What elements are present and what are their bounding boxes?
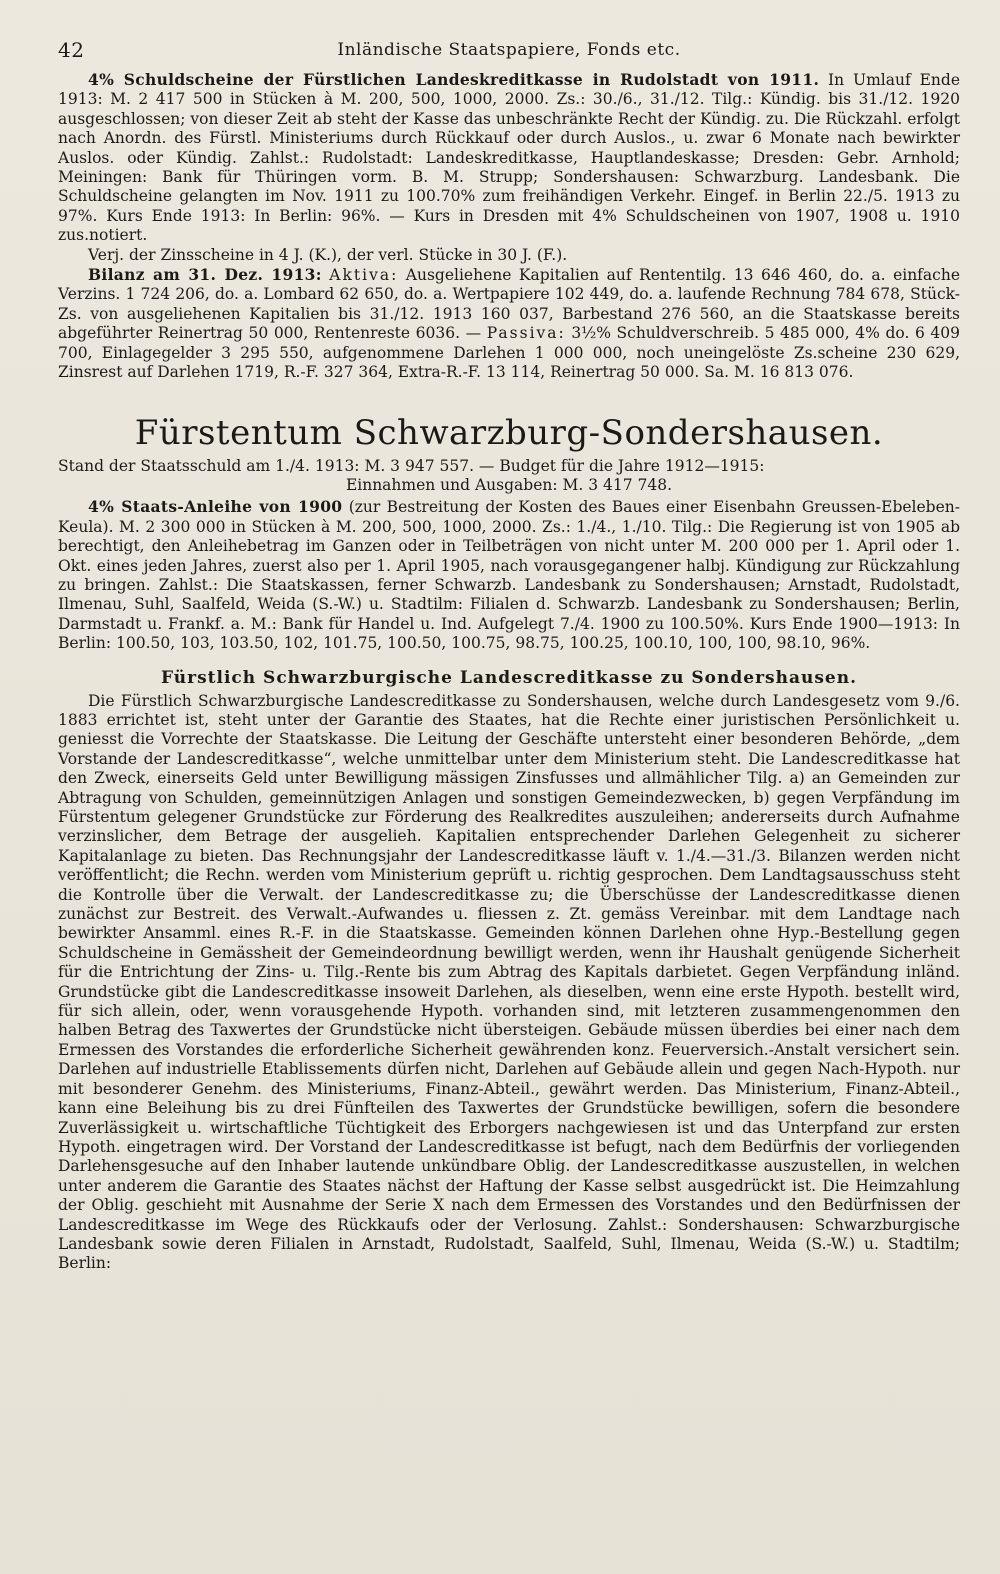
rudolstadt-section [58,70,960,383]
rudolstadt-heading: 4% Schuldscheine der Fürstlichen Landeskreditkasse in Rudolstadt von 1911. [88,70,820,89]
aktiva-label: Aktiva: [329,266,399,285]
anleihe-heading: 4% Staats-Anleihe von 1900 [88,497,343,517]
state-heading: Fürstentum Schwarzburg-Sondershausen. [134,412,884,453]
rudolstadt-body: In Umlauf Ende 1913: M. 2 417 500 in Stücken à M. 200, 500, 1000, 2000. Zs.: 30./6., 31./12. Tilg.: Kündig. bis 31./12. 1920 ausgeschlossen; von dieser Zeit ab steht der Kasse das unbeschränkte Recht der Kündig. zu. Die Rückzahl. erfolgt nach Anordn. des Fürstl. Ministeriums durch Rückkauf oder durch Auslos., u. zwar 6 Monate nach bewirkter Auslos. oder Kündig. Zahlst.: Rudolstadt: Landeskreditkasse, Hauptlandeskasse; Dresden: Gebr. Arnhold; Meiningen: Bank für Thüringen vorm. B. M. Strupp; Sondershausen: Schwarzburg. Landesbank. Die Schuldscheine gelangten im Nov. 1911 zu 100.70% zum freihändigen Verkehr. Eingef. in Berlin 22./5. 1913 zu 97%. Kurs Ende 1913: In Berlin: 96%. — Kurs in Dresden mit 4% Schuldscheinen von 1907, 1908 u. 1910 zus.notiert. [58,71,961,245]
einnahmen-line: Einnahmen und Ausgaben: M. 3 417 748. [345,475,673,494]
landescreditkasse-heading: Fürstlich Schwarzburgische Landescreditkasse zu Sondershausen. [161,667,857,688]
passiva-label: Passiva: [486,324,566,343]
running-header [58,34,960,70]
bilanz-paragraph [58,265,960,382]
passiva-text: 3½% Schuldverschreib. 5 485 000, 4% do. 6 409 700, Einlagegelder 3 295 550, aufgenommene Darlehen 1 000 000, noch uneingelöste Zs.scheine 230 629, Zinsrest auf Darlehen 1719, R.-F. 327 364, Extra-R.-F. 13 114, Reinertrag 50 000. Sa. M. 16 813 076. [58,324,960,382]
verjaehrung-line: Verj. der Zinsscheine in 4 J. (K.), der verl. Stücke in 30 J. (F.). [88,245,568,264]
anleihe-paragraph [58,497,960,653]
bilanz-label: Bilanz am 31. Dez. 1913: [88,265,322,285]
page-number: 42 [58,38,85,62]
landescreditkasse-body: Die Fürstlich Schwarzburgische Landescreditkasse zu Sondershausen, welche durch Landesgesetz vom 9./6. 1883 errichtet ist, steht unter der Garantie des Staates, hat die Rechte einer juristischen Persönlichkeit u. geniesst die Vorrechte der Staatskasse. Die Leitung der Geschäfte untersteht einer besonderen Behörde, „dem Vorstande der Landescreditkasse“, welche unmittelbar unter dem Ministerium steht. Die Landescreditkasse hat den Zweck, einerseits Geld unter Bewilligung mässigen Zinsfusses und allmählicher Tilg. a) an Gemeinden zur Abtragung von Schulden, gemeinnützigen Anlagen und sonstigen Gemeindezwecken, b) gegen Verpfändung im Fürstentum gelegener Grundstücke zur Förderung des Realkredites auszuleihen; andererseits durch Aufnahme verzinslicher, dem Betrage der ausgelieh. Kapitalien entsprechender Darlehen Gelegenheit zu sicherer Kapitalanlage zu bieten. Das Rechnungsjahr der Landescreditkasse läuft v. 1./4.—31./3. Bilanzen werden nicht veröffentlicht; die Rechn. werden vom Ministerium geprüft u. richtig gesprochen. Dem Landtagsausschuss steht die Kontrolle über die Verwalt. der Landescreditkasse zu; die Überschüsse der Landescreditkasse dienen zunächst zur Bestreit. des Verwalt.-Aufwandes u. fliessen z. Zt. gemäss Vereinbar. mit dem Landtage nach bewirkter Ansamml. eines R.-F. in die Staatskasse. Gemeinden können Darlehen ohne Hyp.-Bestellung gegen Schuldscheine in Gemässheit der Gemeindeordnung bewilligt werden, wenn ihr Haushalt genügende Sicherheit für die Entrichtung der Zins- u. Tilg.-Rente bis zum Abtrag des Kapitals darbietet. Gegen Verpfändung inländ. Grundstücke gibt die Landescreditkasse insoweit Darlehen, als dieselben, wenn eine erste Hypoth. bestellt wird, für sich allein, oder, wenn vorausgehende Hypoth. vorhanden sind, mit letzteren zusammengenommen den halben Betrag des Taxwertes der Grundstücke nicht übersteigen. Gebäude müssen überdies bei einer nach dem Ermessen des Vorstandes die erforderliche Sicherheit gewährenden konz. Feuerversich.-Anstalt versichert sein. Darlehen auf industrielle Etablissements dürfen nicht, Darlehen auf Gebäude allein und gegen Nach-Hypoth. nur mit besonderer Genehm. des Ministeriums, Finanz-Abteil., gewährt werden. Das Ministerium, Finanz-Abteil., kann eine Beleihung bis zu drei Fünfteilen des Taxwertes der Grundstücke bewilligen, sofern die besondere Zuverlässigkeit u. wirtschaftliche Tüchtigkeit des Erborgers nachgewiesen ist und das Unterpfand zur ersten Hypoth. eingetragen wird. Der Vorstand der Landescreditkasse ist befugt, nach dem Bedürfnis der vorliegenden Darlehensgesuche auf den Inhaber lautende unkündbare Oblig. der Landescreditkasse auszustellen, in welchen unter anderem die Garantie des Staates nächst der Haftung der Kasse selbst ausgedrückt ist. Die Heimzahlung der Oblig. geschieht mit Ausnahme der Serie X nach dem Ermessen des Vorstandes und den Bedürfnissen der Landescreditkasse im Wege des Rückkaufs oder der Verlosung. Zahlst.: Sondershausen: Schwarzburgische Landesbank sowie deren Filialen in Arnstadt, Rudolstadt, Saalfeld, Suhl, Ilmenau, Weida (S.-W.) u. Stadtilm; Berlin: [58,691,960,1273]
landescreditkasse-section [58,692,960,1274]
sondershausen-section [58,457,960,654]
running-title: Inländische Staatspapiere, Fonds etc. [337,40,681,60]
staatsschuld-line: Stand der Staatsschuld am 1./4. 1913: M. 3 947 557. — Budget für die Jahre 1912—1915: [58,456,765,475]
rudolstadt-paragraph [58,70,960,246]
anleihe-body: (zur Bestreitung der Kosten des Baues einer Eisenbahn Greussen-Ebeleben-Keula). M. 2 300 000 in Stücken à M. 200, 500, 1000, 2000. Zs.: 1./4., 1./10. Tilg.: Die Regierung ist von 1905 ab berechtigt, den Anleihebetrag im Ganzen oder in Teilbeträgen von nicht unter M. 200 000 per 1. April oder 1. Okt. eines jeden Jahres, zuerst also per 1. April 1905, nach vorausgegangener halbj. Kündigung zur Rückzahlung zu bringen. Zahlst.: Die Staatskassen, ferner Schwarzb. Landesbank zu Sondershausen; Arnstadt, Rudolstadt, Ilmenau, Suhl, Saalfeld, Weida (S.-W.) u. Stadtilm: Filialen d. Schwarzb. Landesbank zu Sondershausen; Berlin, Darmstadt u. Frankf. a. M.: Bank für Handel u. Ind. Aufgelegt 7./4. 1900 zu 100.50%. Kurs Ende 1900—1913: In Berlin: 100.50, 103, 103.50, 102, 101.75, 100.50, 100.75, 98.75, 100.25, 100.10, 100, 100, 98.10, 96%. [58,498,960,653]
aktiva-text: Ausgeliehene Kapitalien auf Rententilg. 13 646 460, do. a. einfache Verzins. 1 724 206, do. a. Lombard 62 650, do. a. Wertpapiere 102 449, do. a. laufende Rechnung 784 678, Stück-Zs. von ausgeliehenen Kapitalien bis 31./12. 1913 160 037, Barbestand 276 560, an die Staatskasse bereits abgeführter Reinertrag 50 000, Rentenreste 6036. — [58,266,961,343]
